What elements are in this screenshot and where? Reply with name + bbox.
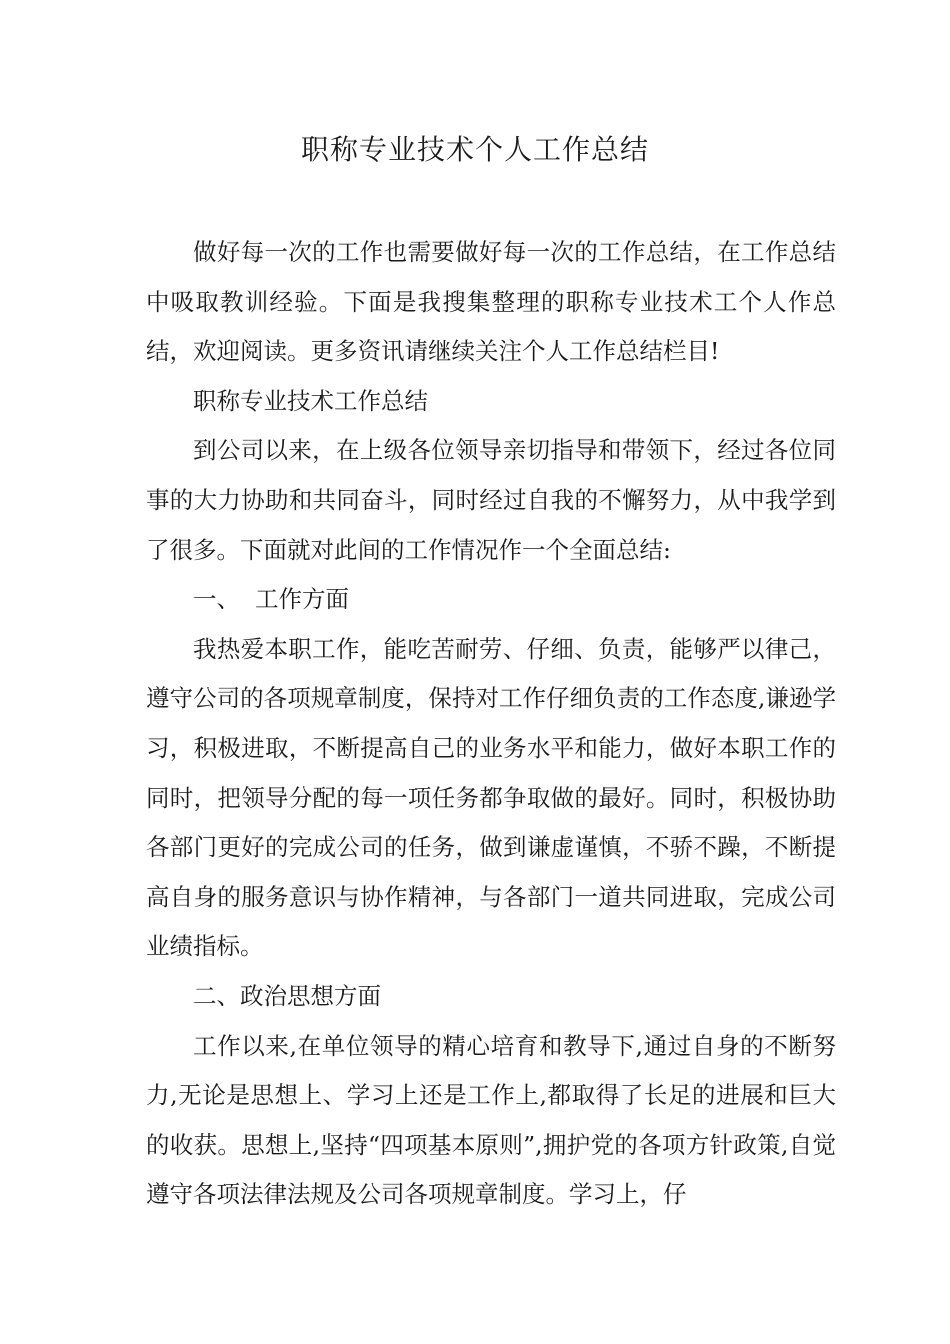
section-heading-work: 一、 工作方面: [193, 585, 349, 614]
section-heading-politics: 二、政治思想方面: [193, 981, 381, 1010]
paragraph-intro: 做好每一次的工作也需要做好每一次的工作总结，在工作总结中吸取教训经验。下面是我搜集整理的职称专业技术工个人作总结，欢迎阅读。更多资讯请继续关注个人工作总结栏目!: [146, 238, 836, 366]
paragraph-work: 我热爱本职工作，能吃苦耐劳、仔细、负责，能够严以律己，遵守公司的各项规章制度，保持对工作仔细负责的工作态度,谦逊学习，积极进取，不断提高自己的业务水平和能力，做好本职工作的同时，把领导分配的每一项任务都争取做的最好。同时，积极协助各部门更好的完成公司的任务，做到谦虚谨慎，不骄不躁，不断提高自身的服务意识与协作精神，与各部门一道共同进取，完成公司业绩指标。: [146, 634, 836, 961]
document-title: 职称专业技术个人工作总结: [300, 133, 649, 166]
paragraph-overview: 到公司以来，在上级各位领导亲切指导和带领下，经过各位同事的大力协助和共同奋斗，同时经过自我的不懈努力，从中我学到了很多。下面就对此间的工作情况作一个全面总结:: [146, 436, 836, 564]
document-body: [146, 228, 836, 1220]
section-heading: 职称专业技术工作总结: [193, 386, 428, 415]
paragraph-politics: 工作以来,在单位领导的精心培育和教导下,通过自身的不断努力,无论是思想上、学习上还是工作上,都取得了长足的进展和巨大的收获。思想上,坚持“四项基本原则”,拥护党的各项方针政策,自觉遵守各项法律法规及公司各项规章制度。学习上，仔: [146, 1031, 836, 1209]
